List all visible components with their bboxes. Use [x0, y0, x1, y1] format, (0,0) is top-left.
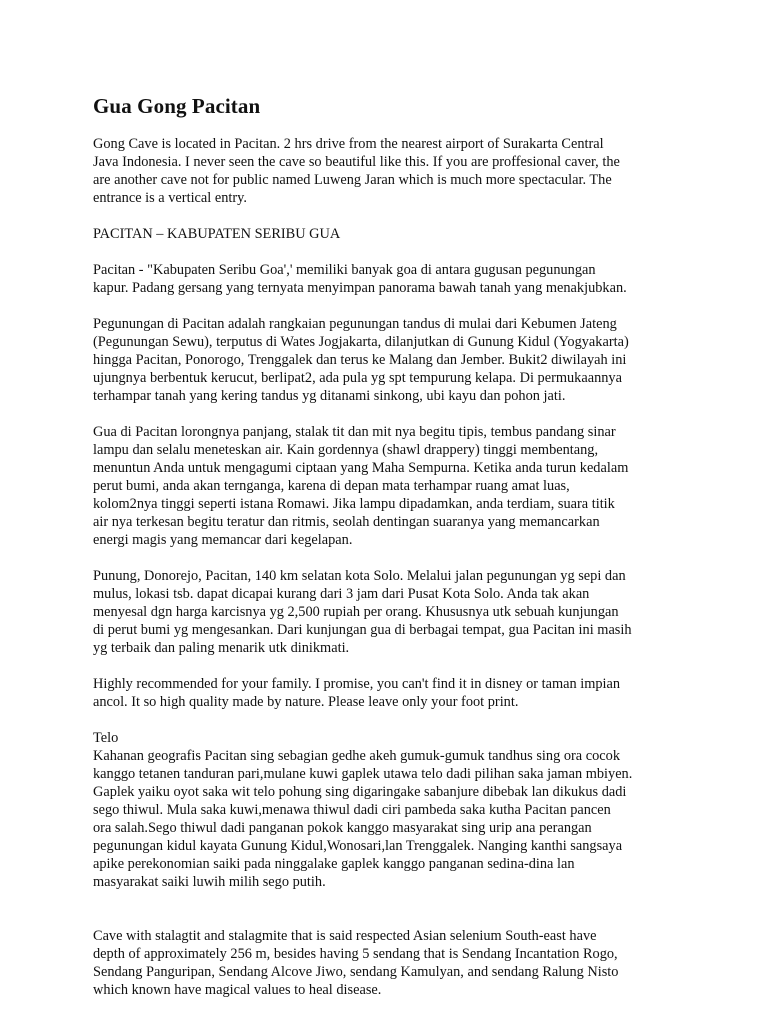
paragraph — [93, 135, 693, 207]
paragraph-line: menuntun Anda untuk mengagumi ciptaan yang Maha Sempurna. Ketika anda turun kedalam — [93, 460, 629, 476]
paragraph-line: Java Indonesia. I never seen the cave so beautiful like this. If you are proffesional caver, the — [93, 154, 620, 170]
paragraph-line: Gaplek yaiku oyot saka wit telo pohung sing digaringake sabanjure dibebak lan dikukus dadi — [93, 784, 627, 800]
paragraph-line: Pacitan - "Kabupaten Seribu Goa',' memiliki banyak goa di antara gugusan pegunungan — [93, 262, 596, 278]
paragraph-line: kolom2nya tinggi seperti istana Romawi. Jika lampu dipadamkan, anda terdiam, suara titik — [93, 496, 615, 512]
paragraph-line: air nya terkesan begitu teratur dan ritmis, seolah dentingan suaranya yang memancarkan — [93, 514, 600, 530]
paragraph — [93, 567, 693, 657]
paragraph-line: yg terbaik dan paling menarik utk dinikmati. — [93, 640, 350, 656]
paragraph-line: di perut bumi yg mengesankan. Dari kunjungan gua di berbagai tempat, gua Pacitan ini masih — [93, 622, 632, 638]
paragraph-line: kapur. Padang gersang yang ternyata menyimpan panorama bawah tanah yang menakjubkan. — [93, 280, 627, 296]
paragraph-line: entrance is a vertical entry. — [93, 190, 247, 206]
paragraph-line: kanggo tetanen tanduran pari,mulane kuwi gaplek utawa telo dadi pilihan saka jaman mbiyen. — [93, 766, 633, 782]
paragraph-line: depth of approximately 256 m, besides having 5 sendang that is Sendang Incantation Rogo, — [93, 946, 618, 962]
paragraph-line: Gong Cave is located in Pacitan. 2 hrs drive from the nearest airport of Surakarta Central — [93, 136, 604, 152]
document-body — [93, 135, 693, 999]
paragraph-line: Cave with stalagtit and stalagmite that is said respected Asian selenium South-east have — [93, 928, 597, 944]
paragraph-line: lampu dan selalu meneteskan air. Kain gordennya (shawl drappery) tinggi membentang, — [93, 442, 599, 458]
paragraph-line: ujungnya berbentuk kerucut, berlipat2, ada pula yg spt tempurung kelapa. Di permukaannya — [93, 370, 622, 386]
paragraph-line: sego thiwul. Mula saka kuwi,menawa thiwul dadi ciri pambeda saka kutha Pacitan pancen — [93, 802, 611, 818]
paragraph — [93, 927, 693, 999]
paragraph-line: apike perekonomian saiki pada ninggalake gaplek kanggo panganan sedina-dina lan — [93, 856, 575, 872]
paragraph-line: energi magis yang memancar dari kegelapan. — [93, 532, 353, 548]
paragraph-line: which known have magical values to heal disease. — [93, 982, 382, 998]
paragraph-line: Telo — [93, 730, 119, 746]
paragraph-line: hingga Pacitan, Ponorogo, Trenggalek dan terus ke Malang dan Jember. Bukit2 diwilayah ini — [93, 352, 627, 368]
paragraph-line: masyarakat saiki luwih milih sego putih. — [93, 874, 326, 890]
paragraph — [93, 315, 693, 405]
document-title: Gua Gong Pacitan — [93, 94, 261, 118]
paragraph-line: ora salah.Sego thiwul dadi panganan pokok kanggo masyarakat sing urip ana perangan — [93, 820, 592, 836]
paragraph — [93, 675, 693, 711]
paragraph — [93, 729, 693, 891]
paragraph-line: menyesal dgn harga karcisnya yg 2,500 rupiah per orang. Khususnya utk sebuah kunjungan — [93, 604, 619, 620]
paragraph-line: pegunungan kidul kayata Gunung Kidul,Wonosari,lan Trenggalek. Nanging kanthi sangsaya — [93, 838, 623, 854]
paragraph — [93, 225, 693, 243]
paragraph-line: Kahanan geografis Pacitan sing sebagian gedhe akeh gumuk-gumuk tandhus sing ora cocok — [93, 748, 620, 764]
paragraph-line: perut bumi, anda akan ternganga, karena di depan mata terhampar ruang amat luas, — [93, 478, 570, 494]
paragraph — [93, 261, 693, 297]
paragraph-line: Sendang Panguripan, Sendang Alcove Jiwo, sendang Kamulyan, and sendang Ralung Nisto — [93, 964, 619, 980]
document-page — [93, 93, 693, 1017]
paragraph-line: Gua di Pacitan lorongnya panjang, stalak tit dan mit nya begitu tipis, tembus pandang sinar — [93, 424, 616, 440]
paragraph-line: Highly recommended for your family. I promise, you can't find it in disney or taman impian — [93, 676, 621, 692]
paragraph-line: Pegunungan di Pacitan adalah rangkaian pegunungan tandus di mulai dari Kebumen Jateng — [93, 316, 617, 332]
paragraph-line: Punung, Donorejo, Pacitan, 140 km selatan kota Solo. Melalui jalan pegunungan yg sepi dan — [93, 568, 626, 584]
paragraph-line: (Pegunungan Sewu), terputus di Wates Jogjakarta, dilanjutkan di Gunung Kidul (Yogyakarta) — [93, 334, 629, 350]
paragraph-line: ancol. It so high quality made by nature. Please leave only your foot print. — [93, 694, 519, 710]
paragraph-line: PACITAN – KABUPATEN SERIBU GUA — [93, 226, 341, 242]
paragraph-line: terhampar tanah yang kering tandus yg ditanami sinkong, ubi kayu dan pohon jati. — [93, 388, 566, 404]
paragraph — [93, 423, 693, 549]
paragraph-line: are another cave not for public named Luweng Jaran which is much more spectacular. The — [93, 172, 612, 188]
paragraph-line: mulus, lokasi tsb. dapat dicapai kurang dari 3 jam dari Pusat Kota Solo. Anda tak akan — [93, 586, 590, 602]
